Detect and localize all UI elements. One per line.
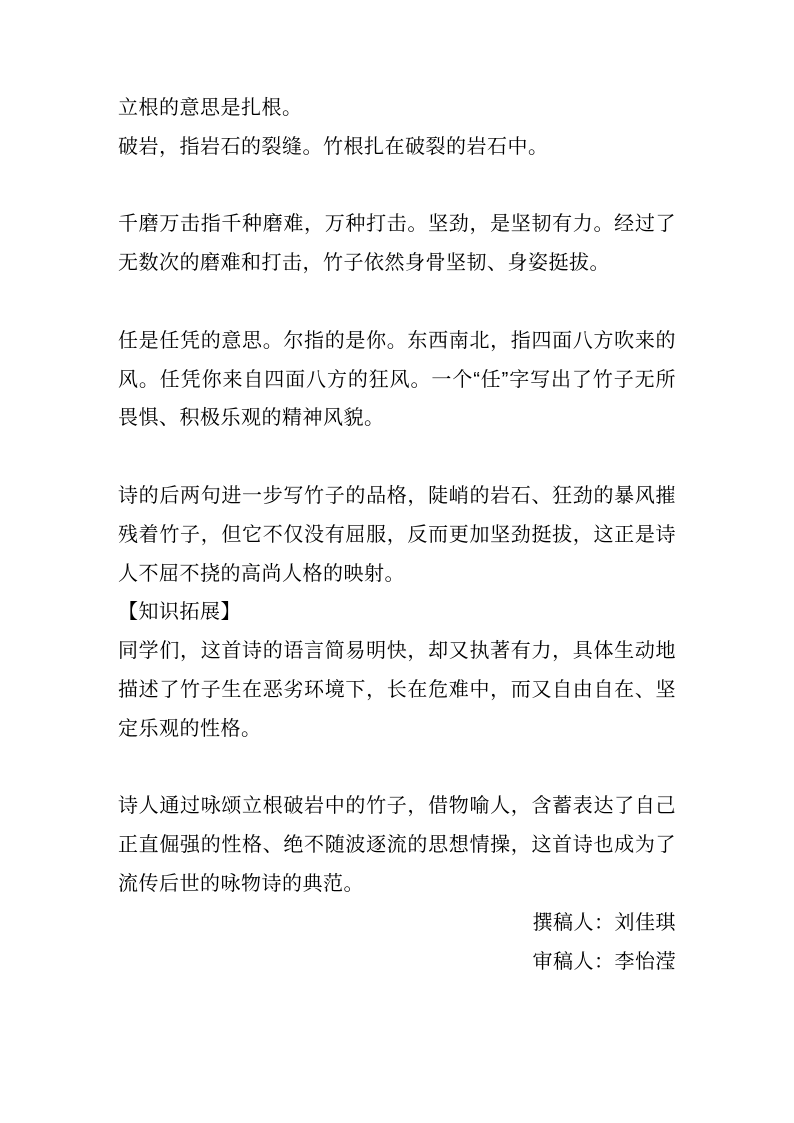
paragraph-ren-note: 任是任凭的意思。尔指的是你。东西南北，指四面八方吹来的风。任凭你来自四面八方的狂风。一个“任”字写出了竹子无所畏惧、积极乐观的精神风貌。 [118, 329, 676, 430]
paragraph-ligen-note: 立根的意思是扎根。 [118, 97, 303, 119]
author-reviewer-line: 审稿人：李怡滢 [532, 950, 676, 973]
paragraph-summary: 诗人通过咏颂立根破岩中的竹子，借物喻人，含蓄表达了自己正直倔强的性格、绝不随波逐流的思想情操，这首诗也成为了流传后世的咏物诗的典范。 [118, 795, 676, 895]
paragraph-qianmo-wanji-note: 千磨万击指千种磨难，万种打击。坚劲，是坚韧有力。经过了无数次的磨难和打击，竹子依然身骨坚韧、身姿挺拔。 [118, 213, 676, 275]
author-writer-line: 撰稿人：刘佳琪 [532, 911, 676, 934]
paragraph-poyan-note: 破岩，指岩石的裂缝。竹根扎在破裂的岩石中。 [118, 135, 549, 158]
paragraph-language-style: 同学们，这首诗的语言简易明快，却又执著有力，具体生动地描述了竹子生在恶劣环境下，长在危难中，而又自由自在、坚定乐观的性格。 [118, 640, 676, 740]
section-heading-knowledge-expansion: 【知识拓展】 [118, 601, 241, 624]
paragraph-last-two-lines-analysis: 诗的后两句进一步写竹子的品格，陡峭的岩石、狂劲的暴风摧残着竹子，但它不仅没有屈服，反而更加坚劲挺拔，这正是诗人不屈不挠的高尚人格的映射。 [118, 484, 676, 585]
